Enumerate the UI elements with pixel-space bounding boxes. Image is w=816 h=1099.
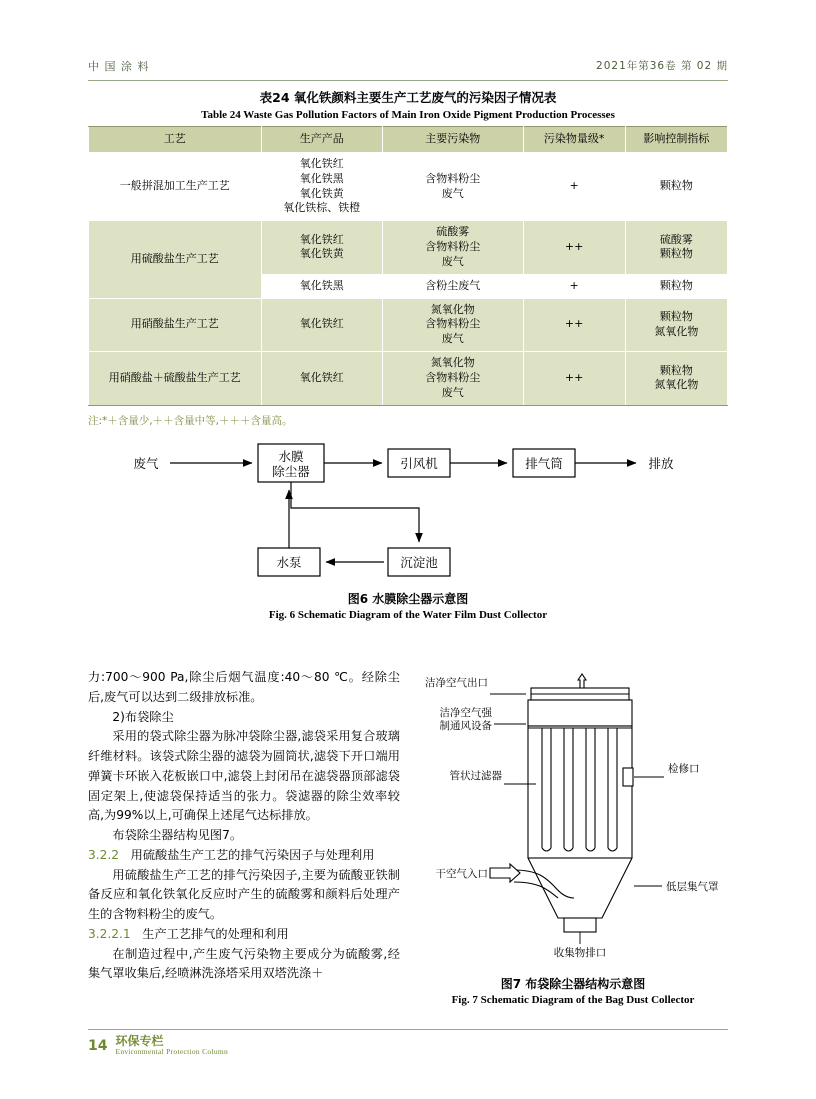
col-product: 生产产品 (261, 127, 382, 153)
cell-process: 一般拼混加工生产工艺 (89, 152, 262, 220)
table-body (89, 152, 728, 405)
col-pollutant: 主要污染物 (382, 127, 523, 153)
node-stack-label: 排气筒 (525, 456, 563, 471)
label-dry-air-inlet: 干空气入口 (435, 868, 488, 880)
running-head (88, 58, 728, 81)
cell-pollutant: 含物料粉尘 废气 (382, 152, 523, 220)
paragraph-2: 采用的袋式除尘器为脉冲袋除尘器,滤袋采用复合玻璃纤维材料。该袋式除尘器的滤袋为圆筒状,滤袋下开口端用弹簧卡环嵌入花板嵌口中,滤袋上封闭吊在滤袋器顶部滤袋固定架上,使滤袋保持适当的张力。袋滤器的除尘效率较高,为99%以上,可确保上述尾气达标排放。 (88, 729, 400, 823)
paragraph-4: 用硫酸盐生产工艺的排气污染因子,主要为硫酸亚铁制备反应和氧化铁氧化反应时产生的硫酸雾和颜料后处理产生的含物料粉尘的废气。 (88, 867, 400, 922)
cell-process: 用硝酸盐＋硫酸盐生产工艺 (89, 352, 262, 406)
figure-7-caption-cn: 图7 布袋除尘器结构示意图 (500, 977, 646, 991)
label-lower-hood: 低层集气罩 (666, 881, 719, 893)
cell-product: 氧化铁红 氧化铁黄 (261, 221, 382, 275)
cell-process: 用硝酸盐生产工艺 (89, 298, 262, 352)
figure-7-bag-collector (418, 672, 728, 962)
node-fan-label: 引风机 (400, 456, 438, 471)
cell-product: 氧化铁红 氧化铁黑 氧化铁黄 氧化铁棕、铁橙 (261, 152, 382, 220)
label-collect-outlet: 收集物排口 (553, 947, 607, 959)
cell-process: 用硫酸盐生产工艺 (89, 221, 262, 298)
paragraph-5: 在制造过程中,产生废气污染物主要成分为硫酸雾,经集气罩收集后,经喷淋洗涤塔采用双塔洗涤＋ (88, 946, 400, 981)
table-row (89, 298, 728, 352)
cell-indicator: 颗粒物 (625, 274, 727, 298)
cell-level: ++ (523, 352, 625, 406)
cell-product: 氧化铁红 (261, 298, 382, 352)
label-filter-tube: 管状过滤器 (449, 770, 502, 782)
node-output-label: 排放 (648, 456, 674, 471)
label-clean-air-outlet: 洁净空气出口 (425, 677, 488, 689)
table-block (88, 88, 728, 428)
cell-indicator: 颗粒物 氮氧化物 (625, 352, 727, 406)
table-row (89, 221, 728, 275)
figure-6-caption (88, 590, 728, 621)
subhead-bag-filter: 2)布袋除尘 (112, 709, 174, 724)
col-level: 污染物量级* (523, 127, 625, 153)
footer-column-name (115, 1035, 228, 1057)
section-322 (88, 846, 400, 866)
node-pump-label: 水泵 (276, 555, 302, 570)
figure-7-caption (418, 975, 728, 1006)
cell-pollutant: 氮氧化物 含物料粉尘 废气 (382, 298, 523, 352)
cell-level: + (523, 274, 625, 298)
cell-indicator: 颗粒物 氮氧化物 (625, 298, 727, 352)
label-blower-line2: 制通风设备 (439, 720, 492, 732)
col-process: 工艺 (89, 127, 262, 153)
cell-product: 氧化铁红 (261, 352, 382, 406)
label-blower-line1: 洁净空气强 (439, 707, 492, 719)
arrow-collector-to-tank (291, 482, 419, 542)
section-322-title: 用硫酸盐生产工艺的排气污染因子与处理利用 (130, 847, 375, 862)
paragraph-1: 力:700～900 Pa,除尘后烟气温度:40～80 ℃。经除尘后,废气可以达到二级排放标准。 (88, 670, 400, 704)
page-number: 14 (88, 1037, 108, 1054)
table-title-cn: 表24 氧化铁颜料主要生产工艺废气的污染因子情况表 (259, 90, 557, 105)
footer-column-en: Environmental Protection Column (115, 1047, 229, 1057)
footer-column-cn: 环保专栏 (115, 1033, 164, 1048)
cell-pollutant: 氮氧化物 含物料粉尘 废气 (382, 352, 523, 406)
pollution-factor-table (88, 126, 728, 406)
node-input-label: 废气 (133, 456, 159, 471)
cell-level: + (523, 152, 625, 220)
node-water-film-collector-label-2: 除尘器 (272, 464, 310, 479)
section-3221 (88, 925, 400, 945)
section-3221-title: 生产工艺排气的处理和利用 (142, 926, 289, 941)
page-footer (88, 1029, 728, 1057)
label-access-door: 检修口 (668, 763, 700, 775)
cell-level: ++ (523, 221, 625, 275)
cell-product: 氧化铁黑 (261, 274, 382, 298)
table-title-en: Table 24 Waste Gas Pollution Factors of Main Iron Oxide Pigment Production Processes (201, 109, 615, 121)
node-tank-label: 沉淀池 (400, 555, 438, 570)
cell-pollutant: 硫酸雾 含物料粉尘 废气 (382, 221, 523, 275)
node-water-film-collector-label-1: 水膜 (278, 449, 304, 464)
section-3221-number: 3.2.2.1 (88, 926, 131, 941)
figure-7-caption-en: Fig. 7 Schematic Diagram of the Bag Dust Collector (451, 994, 695, 1006)
table-note: 注:*＋含量少,＋＋含量中等,＋＋＋含量高。 (88, 414, 293, 427)
body-text-column (88, 668, 400, 984)
cell-pollutant: 含粉尘废气 (382, 274, 523, 298)
col-indicator: 影响控制指标 (625, 127, 727, 153)
cell-level: ++ (523, 298, 625, 352)
paragraph-3: 布袋除尘器结构见图7。 (112, 828, 243, 843)
table-row (89, 152, 728, 220)
journal-name: 中 国 涂 料 (88, 60, 150, 73)
cell-indicator: 颗粒物 (625, 152, 727, 220)
table-header-row (89, 127, 728, 153)
issue-info: 2021年第36卷 第 02 期 (596, 60, 728, 72)
figure-6-caption-en: Fig. 6 Schematic Diagram of the Water Film Dust Collector (268, 609, 548, 621)
cell-indicator: 硫酸雾 颗粒物 (625, 221, 727, 275)
table-row (89, 352, 728, 406)
figure-6-caption-cn: 图6 水膜除尘器示意图 (347, 592, 469, 606)
section-322-number: 3.2.2 (88, 847, 120, 862)
